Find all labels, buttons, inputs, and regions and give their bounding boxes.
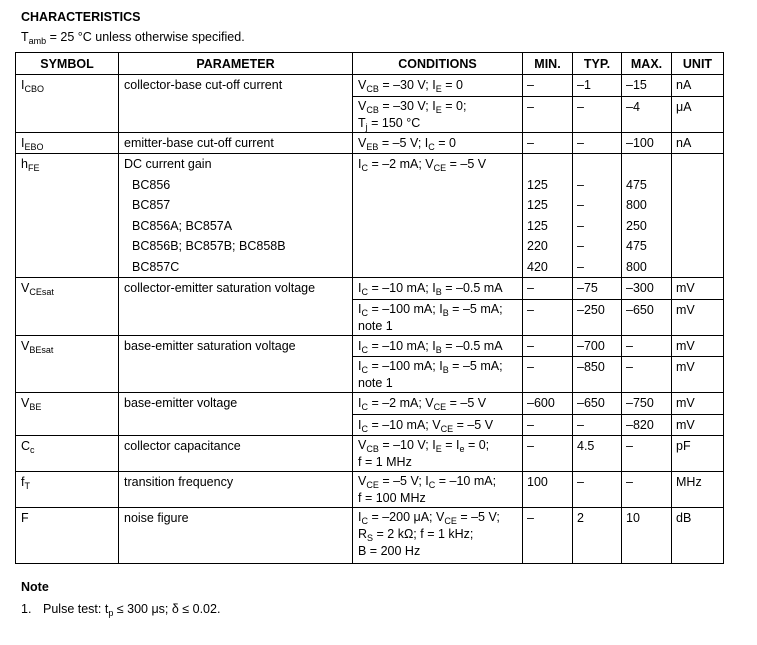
header-symbol: SYMBOL: [16, 53, 119, 75]
typ-cell: 2: [573, 508, 622, 564]
symbol-cell: $V_{CEsat}$: [16, 278, 119, 336]
max-cell: –750: [622, 393, 672, 415]
typ-cell: –650: [573, 393, 622, 415]
parameter-cell: DC current gain: [119, 154, 353, 175]
note-heading: Note: [21, 580, 49, 594]
min-cell: –: [523, 357, 573, 393]
min-cell: –600: [523, 393, 573, 415]
min-cell: –: [523, 414, 573, 436]
typ-cell: –: [573, 132, 622, 154]
typ-cell: –1: [573, 75, 622, 97]
min-cell: 125: [523, 175, 573, 196]
max-cell: –820: [622, 414, 672, 436]
min-cell: –: [523, 436, 573, 472]
max-cell: 10: [622, 508, 672, 564]
max-cell: 475: [622, 236, 672, 257]
max-cell: –15: [622, 75, 672, 97]
table-row: [16, 75, 724, 97]
variant-label: BC856B; BC857B; BC858B: [119, 236, 353, 257]
header-typ: TYP.: [573, 53, 622, 75]
max-cell: –4: [622, 96, 672, 132]
unit-cell: pF: [672, 436, 724, 472]
unit-cell: mV: [672, 278, 724, 300]
unit-cell: nA: [672, 132, 724, 154]
unit-cell: nA: [672, 75, 724, 97]
typ-cell: –250: [573, 299, 622, 335]
max-cell: –650: [622, 299, 672, 335]
typ-cell: –: [573, 96, 622, 132]
condition-cell: $I_C = -10$ mA; $I_B = -0.5$ mA: [353, 335, 523, 357]
max-cell: –300: [622, 278, 672, 300]
max-cell: –: [622, 472, 672, 508]
parameter-cell: collector-emitter saturation voltage: [119, 278, 353, 336]
min-cell: –: [523, 335, 573, 357]
table-header-row: [16, 53, 724, 75]
table-row: [16, 508, 724, 564]
condition-cell: $V_{CE} = -5$ V; $I_C = -10$ mA; f = 100 MHz: [353, 472, 523, 508]
min-cell: 420: [523, 257, 573, 278]
table-row: [16, 393, 724, 415]
typ-cell: –: [573, 195, 622, 216]
max-cell: 800: [622, 195, 672, 216]
condition-cell: $I_C = -10$ mA; $I_B = -0.5$ mA: [353, 278, 523, 300]
parameter-cell: emitter-base cut-off current: [119, 132, 353, 154]
parameter-cell: base-emitter saturation voltage: [119, 335, 353, 393]
note-item: 1. Pulse test: $t_p \le 300$ μs; δ ≤ 0.02.: [21, 602, 221, 618]
header-min: MIN.: [523, 53, 573, 75]
symbol-cell: $V_{BE}$: [16, 393, 119, 436]
condition-cell: $I_C = -100$ mA; $I_B = -5$ mA; note 1: [353, 299, 523, 335]
unit-cell: μA: [672, 96, 724, 132]
header-conditions: CONDITIONS: [353, 53, 523, 75]
max-cell: –: [622, 357, 672, 393]
unit-cell: mV: [672, 335, 724, 357]
condition-cell: $V_{CB} = -30$ V; $I_E = 0$; $T_j = 150$ °C: [353, 96, 523, 132]
parameter-cell: collector capacitance: [119, 436, 353, 472]
max-cell: 475: [622, 175, 672, 196]
variant-label: BC856A; BC857A: [119, 216, 353, 237]
unit-cell: MHz: [672, 472, 724, 508]
unit-cell: mV: [672, 393, 724, 415]
min-cell: 100: [523, 472, 573, 508]
max-cell: –100: [622, 132, 672, 154]
typ-cell: –: [573, 414, 622, 436]
variant-label: BC857: [119, 195, 353, 216]
table-row: [16, 472, 724, 508]
symbol-cell: $I_{CBO}$: [16, 75, 119, 133]
typ-cell: –75: [573, 278, 622, 300]
characteristics-table: [15, 52, 724, 564]
typ-cell: –850: [573, 357, 622, 393]
unit-cell: mV: [672, 299, 724, 335]
typ-cell: –700: [573, 335, 622, 357]
condition-cell: $V_{CB} = -10$ V; $I_E = I_e = 0$; f = 1 MHz: [353, 436, 523, 472]
min-cell: –: [523, 132, 573, 154]
unit-cell: mV: [672, 357, 724, 393]
typ-cell: 4.5: [573, 436, 622, 472]
parameter-cell: collector-base cut-off current: [119, 75, 353, 133]
max-cell: –: [622, 335, 672, 357]
min-cell: 125: [523, 195, 573, 216]
condition-cell: $V_{CB} = -30$ V; $I_E = 0$: [353, 75, 523, 97]
unit-cell: dB: [672, 508, 724, 564]
table-row: [16, 278, 724, 300]
condition-cell: $I_C = -2$ mA; $V_{CE} = -5$ V: [353, 154, 523, 278]
condition-cell: $I_C = -10$ mA; $V_{CE} = -5$ V: [353, 414, 523, 436]
min-cell: –: [523, 96, 573, 132]
min-cell: 220: [523, 236, 573, 257]
max-cell: 250: [622, 216, 672, 237]
symbol-cell: $C_c$: [16, 436, 119, 472]
header-unit: UNIT: [672, 53, 724, 75]
typ-cell: –: [573, 236, 622, 257]
min-cell: 125: [523, 216, 573, 237]
symbol-cell: $h_{FE}$: [16, 154, 119, 278]
min-cell: –: [523, 299, 573, 335]
variant-label: BC856: [119, 175, 353, 196]
typ-cell: –: [573, 472, 622, 508]
parameter-cell: base-emitter voltage: [119, 393, 353, 436]
unit-cell: mV: [672, 414, 724, 436]
header-parameter: PARAMETER: [119, 53, 353, 75]
variant-label: BC857C: [119, 257, 353, 278]
parameter-cell: noise figure: [119, 508, 353, 564]
min-cell: –: [523, 508, 573, 564]
symbol-cell: F: [16, 508, 119, 564]
section-subtitle: $T_{amb} = 25$ °C unless otherwise specified.: [21, 30, 245, 46]
symbol-cell: $I_{EBO}$: [16, 132, 119, 154]
header-max: MAX.: [622, 53, 672, 75]
section-title: CHARACTERISTICS: [21, 10, 141, 24]
symbol-cell: $f_T$: [16, 472, 119, 508]
table-row: [16, 436, 724, 472]
table-row: [16, 132, 724, 154]
typ-cell: –: [573, 257, 622, 278]
max-cell: 800: [622, 257, 672, 278]
typ-cell: –: [573, 175, 622, 196]
min-cell: –: [523, 278, 573, 300]
max-cell: –: [622, 436, 672, 472]
parameter-cell: transition frequency: [119, 472, 353, 508]
symbol-cell: $V_{BEsat}$: [16, 335, 119, 393]
table-row: [16, 335, 724, 357]
table-row: [16, 154, 724, 175]
condition-cell: $I_C = -200$ μA; $V_{CE} = -5$ V; $R_S = 2$ kΩ; f = 1 kHz; B = 200 Hz: [353, 508, 523, 564]
condition-cell: $I_C = -100$ mA; $I_B = -5$ mA; note 1: [353, 357, 523, 393]
typ-cell: –: [573, 216, 622, 237]
condition-cell: $V_{EB} = -5$ V; $I_C = 0$: [353, 132, 523, 154]
condition-cell: $I_C = -2$ mA; $V_{CE} = -5$ V: [353, 393, 523, 415]
min-cell: –: [523, 75, 573, 97]
